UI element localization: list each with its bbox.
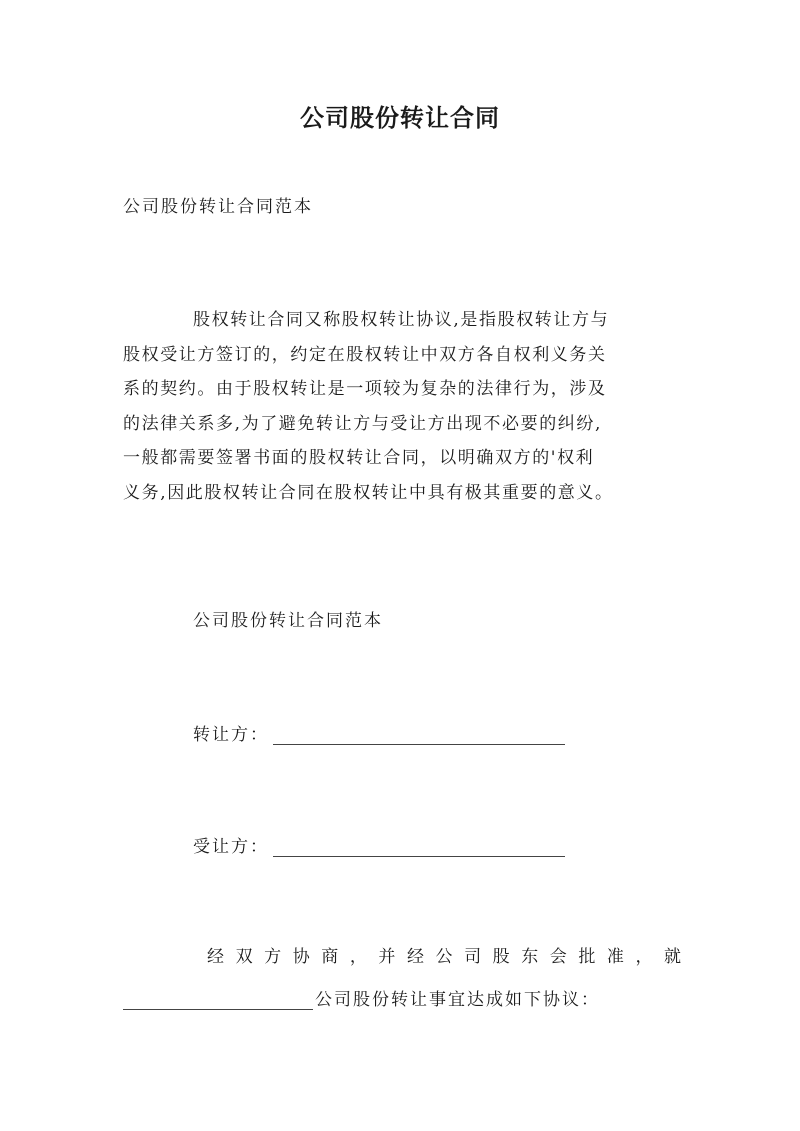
agreement-line-2-text: 公司股份转让事宜达成如下协议： (315, 990, 600, 1010)
agreement-char: 会 (549, 947, 569, 967)
transferor-label: 转让方： (193, 725, 269, 745)
intro-line: 义务,因此股权转让合同在股权转让中具有极其重要的意义。 (123, 482, 614, 503)
agreement-char: 经 (207, 947, 226, 967)
transferee-field (193, 832, 565, 857)
document-title: 公司股份转让合同 (300, 104, 500, 132)
transferee-label: 受让方： (193, 837, 269, 857)
agreement-char: 公 (435, 947, 455, 967)
agreement-char: 经 (406, 947, 426, 967)
transferee-blank-line[interactable] (273, 838, 565, 857)
agreement-line-2 (123, 985, 600, 1010)
agreement-char: 就 (664, 947, 683, 967)
agreement-words (123, 942, 683, 967)
agreement-char: 并 (378, 947, 398, 967)
agreement-char: ， (635, 947, 655, 967)
intro-line: 股权转让合同又称股权转让协议,是指股权转让方与 (193, 310, 610, 330)
intro-paragraph (123, 303, 683, 510)
section-title: 公司股份转让合同范本 (193, 611, 383, 631)
intro-line: 股权受让方签订的，约定在股权转让中双方各自权利义务关 (123, 344, 607, 365)
agreement-char: 司 (464, 947, 484, 967)
agreement-char: 双 (235, 947, 255, 967)
document-subtitle: 公司股份转让合同范本 (123, 197, 313, 217)
agreement-char: 商 (321, 947, 341, 967)
agreement-char: 协 (292, 947, 312, 967)
agreement-char: 股 (492, 947, 512, 967)
agreement-line-1 (123, 942, 683, 967)
transferor-blank-line[interactable] (273, 726, 565, 745)
intro-line: 的法律关系多,为了避免转让方与受让方出现不必要的纠纷, (123, 413, 603, 434)
transferor-field (193, 720, 565, 745)
agreement-char: 准 (606, 947, 626, 967)
intro-line: 系的契约。由于股权转让是一项较为复杂的法律行为，涉及 (123, 379, 607, 399)
agreement-char: 方 (264, 947, 284, 967)
agreement-char: ， (349, 947, 369, 967)
intro-line: 一般都需要签署书面的股权转让合同，以明确双方的'权利 (123, 448, 595, 468)
company-name-blank-line[interactable] (123, 991, 313, 1010)
agreement-char: 东 (521, 947, 541, 967)
agreement-char: 批 (578, 947, 598, 967)
